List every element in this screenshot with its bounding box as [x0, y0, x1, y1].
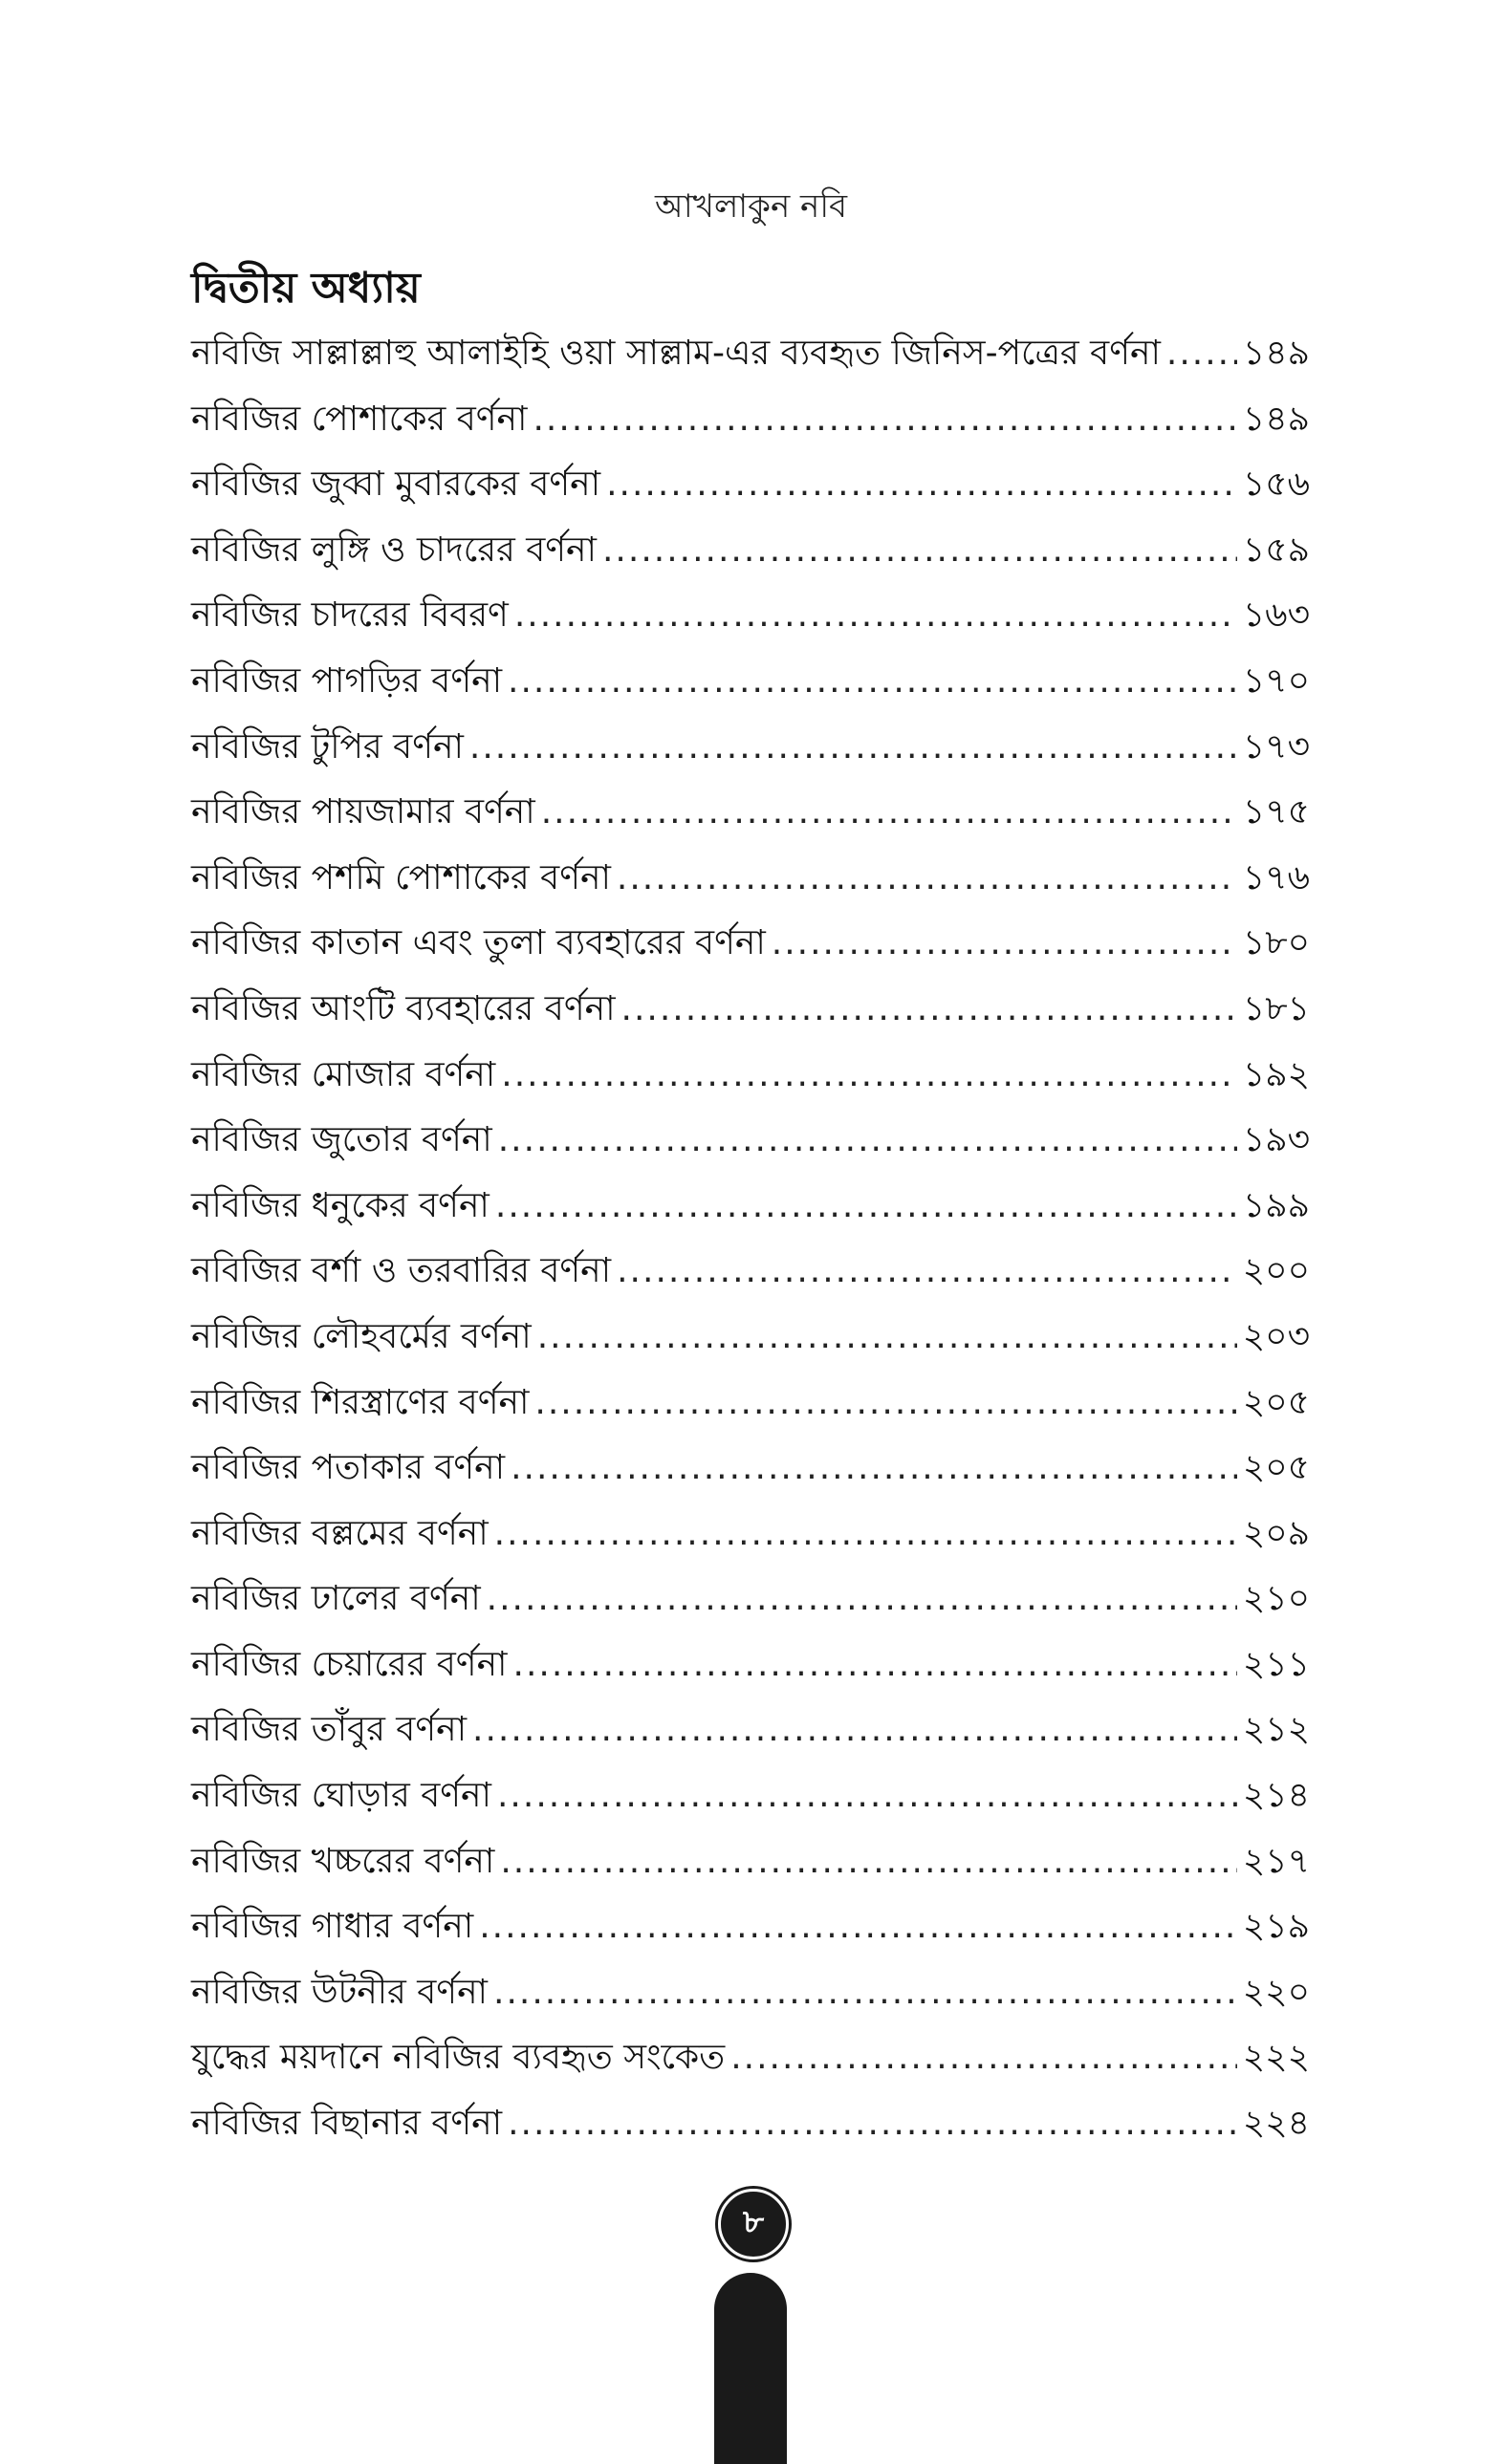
toc-entry-page: ২০০: [1242, 1251, 1310, 1291]
dot-leader: [533, 400, 1236, 439]
toc-entry-page: ২১২: [1242, 1710, 1310, 1750]
toc-entry-page: ১৬৩: [1242, 595, 1310, 636]
toc-entry-title: নবিজির ধনুকের বর্ণনা: [191, 1185, 490, 1225]
toc-entry-title: নবিজির বল্লমের বর্ণনা: [191, 1513, 489, 1553]
toc-entry: [191, 393, 1310, 459]
toc-entry-title: নবিজির তাঁবুর বর্ণনা: [191, 1710, 468, 1750]
dot-leader: [621, 989, 1237, 1028]
toc-entry: [191, 1179, 1310, 1245]
toc-entry-page: ১৫৯: [1242, 530, 1310, 570]
toc-entry-page: ১৭৬: [1242, 857, 1310, 897]
toc-entry: [191, 917, 1310, 983]
toc-entry: [191, 852, 1310, 918]
toc-entry-title: নবিজির বর্শা ও তরবারির বর্ণনা: [191, 1251, 612, 1291]
toc-entry: [191, 1900, 1310, 1966]
dot-leader: [606, 465, 1237, 504]
toc-entry: [191, 1376, 1310, 1442]
dot-leader: [617, 1251, 1237, 1290]
toc-entry-title: নবিজির পায়জামার বর্ণনা: [191, 792, 535, 832]
toc-entry-title: নবিজির খচ্চরের বর্ণনা: [191, 1841, 495, 1881]
toc-entry-page: ১৯৩: [1242, 1120, 1310, 1160]
toc-entry-title: নবিজির পাগড়ির বর্ণনা: [191, 660, 503, 701]
toc-entry-page: ২১৪: [1242, 1776, 1310, 1816]
dot-leader: [511, 1448, 1237, 1487]
toc-entry-page: ১৪৯: [1242, 334, 1310, 373]
dot-leader: [537, 1317, 1237, 1356]
toc-entry-title: নবিজির আংটি ব্যবহারের বর্ণনা: [191, 988, 616, 1028]
dot-leader: [500, 1842, 1236, 1881]
dot-leader: [494, 1514, 1237, 1553]
toc-entry-title: নবিজির জুতোর বর্ণনা: [191, 1120, 492, 1160]
dot-leader: [534, 1383, 1236, 1422]
toc-entry-page: ২১১: [1242, 1644, 1310, 1684]
toc-entry-title: নবিজির মোজার বর্ণনা: [191, 1054, 496, 1094]
toc-entry: [191, 1703, 1310, 1769]
toc-entry-title: নবিজির লুঙ্গি ও চাদরের বর্ণনা: [191, 530, 597, 570]
toc-entry-page: ২১৭: [1242, 1841, 1310, 1881]
toc-entry: [191, 1048, 1310, 1114]
dot-leader: [479, 1907, 1237, 1946]
toc-entry: [191, 327, 1310, 393]
toc-entry-page: ২১৯: [1242, 1907, 1310, 1947]
dot-leader: [541, 792, 1237, 832]
toc-entry-title: নবিজির কাতান এবং তুলা ব্যবহারের বর্ণনা: [191, 923, 766, 963]
toc-entry-title: নবিজির শিরস্ত্রাণের বর্ণনা: [191, 1382, 530, 1422]
toc-entry-title: যুদ্ধের ময়দানে নবিজির ব্যবহৃত সংকেত: [191, 2038, 726, 2078]
toc-entry-page: ১৮১: [1242, 988, 1310, 1028]
toc-entry: [191, 524, 1310, 590]
toc-entry: [191, 589, 1310, 655]
dot-leader: [493, 1973, 1237, 2012]
dot-leader: [1166, 334, 1237, 373]
toc-entry: [191, 1113, 1310, 1179]
toc-entry-page: ১৫৬: [1242, 465, 1310, 505]
toc-entry-title: নবিজির পোশাকের বর্ণনা: [191, 399, 528, 439]
toc-entry-page: ২০৯: [1242, 1513, 1310, 1553]
toc-entry: [191, 1966, 1310, 2032]
toc-entry-page: ১৮০: [1242, 923, 1310, 963]
toc-entry: [191, 1244, 1310, 1310]
toc-entry: [191, 1638, 1310, 1704]
toc-entry-title: নবিজির জুব্বা মুবারকের বর্ণনা: [191, 465, 601, 505]
toc-entry-page: ২০৫: [1242, 1382, 1310, 1422]
toc-entry-title: নবিজির চেয়ারের বর্ণনা: [191, 1644, 508, 1684]
toc-entry-page: ১৭৫: [1242, 792, 1310, 832]
toc-entry-title: নবিজি সাল্লাল্লাহু আলাইহি ওয়া সাল্লাম-এর ব্যবহৃত জিনিস-পত্রের বর্ণনা: [191, 334, 1161, 373]
running-header: আখলাকুন নবি: [654, 187, 847, 226]
dot-leader: [514, 595, 1237, 635]
dot-leader: [487, 1579, 1237, 1618]
toc-entry-page: ২২৪: [1242, 2104, 1310, 2144]
toc-entry: [191, 1835, 1310, 1901]
toc-entry: [191, 1572, 1310, 1638]
toc-entry-title: নবিজির গাধার বর্ণনা: [191, 1907, 474, 1947]
toc-entry-page: ১৯৯: [1242, 1185, 1310, 1225]
dot-leader: [602, 530, 1237, 570]
toc-entry: [191, 721, 1310, 787]
toc-entry-page: ১৯২: [1242, 1054, 1310, 1094]
dot-leader: [501, 1055, 1237, 1094]
toc-entry-title: নবিজির টুপির বর্ণনা: [191, 726, 464, 767]
toc-entry-title: নবিজির পশমি পোশাকের বর্ণনা: [191, 857, 611, 897]
toc-entry-page: ২০৩: [1242, 1316, 1310, 1356]
toc-entry: [191, 1769, 1310, 1835]
chapter-title: দ্বিতীয় অধ্যায়: [191, 264, 421, 313]
toc-entry-page: ১৪৯: [1242, 399, 1310, 439]
table-of-contents: [191, 327, 1310, 2163]
toc-entry-page: ২২২: [1242, 2038, 1310, 2078]
dot-leader: [498, 1120, 1237, 1159]
toc-entry-title: নবিজির বিছানার বর্ণনা: [191, 2104, 503, 2144]
toc-entry: [191, 2031, 1310, 2097]
toc-entry: [191, 1310, 1310, 1376]
toc-entry: [191, 1441, 1310, 1507]
toc-entry-title: নবিজির লৌহবর্মের বর্ণনা: [191, 1316, 532, 1356]
toc-entry: [191, 2097, 1310, 2163]
dot-leader: [497, 1776, 1237, 1815]
toc-entry: [191, 983, 1310, 1048]
page-tab-decoration: [714, 2273, 787, 2464]
toc-entry-title: নবিজির উটনীর বর্ণনা: [191, 1972, 488, 2012]
toc-entry-page: ১৭৩: [1242, 726, 1310, 767]
toc-entry-title: নবিজির চাদরের বিবরণ: [191, 595, 509, 636]
toc-entry: [191, 655, 1310, 721]
toc-entry-page: ২০৫: [1242, 1448, 1310, 1488]
dot-leader: [508, 661, 1237, 701]
toc-entry-title: নবিজির ঢালের বর্ণনা: [191, 1579, 481, 1619]
page-number: ৮: [718, 2189, 789, 2259]
dot-leader: [508, 2104, 1237, 2143]
toc-entry: [191, 458, 1310, 524]
dot-leader: [617, 858, 1237, 897]
toc-entry: [191, 786, 1310, 852]
toc-entry: [191, 1507, 1310, 1573]
toc-entry-title: নবিজির ঘোড়ার বর্ণনা: [191, 1776, 491, 1816]
dot-leader: [772, 923, 1237, 962]
toc-entry-page: ২১০: [1242, 1579, 1310, 1619]
dot-leader: [495, 1186, 1237, 1225]
dot-leader: [730, 2038, 1237, 2077]
dot-leader: [469, 727, 1237, 767]
dot-leader: [472, 1710, 1237, 1749]
toc-entry-page: ১৭০: [1242, 660, 1310, 701]
dot-leader: [513, 1645, 1237, 1684]
toc-entry-page: ২২০: [1242, 1972, 1310, 2012]
toc-entry-title: নবিজির পতাকার বর্ণনা: [191, 1448, 506, 1488]
